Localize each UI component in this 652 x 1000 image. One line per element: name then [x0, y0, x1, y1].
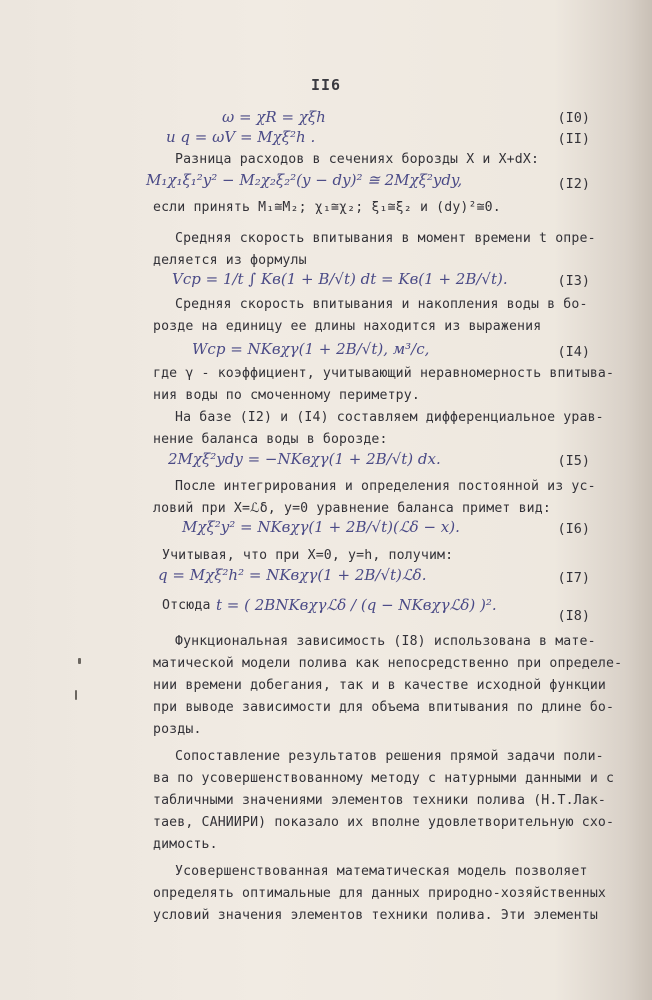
text-line: димость. [153, 837, 218, 852]
equation-12: M₁χ₁ξ₁²y² − M₂χ₂ξ₂²(y − dy)² ≅ 2Mχξ²ydy, [146, 171, 463, 189]
text-line: если принять M₁≅M₂; χ₁≅χ₂; ξ₁≅ξ₂ и (dy)²≅0. [153, 200, 501, 215]
text-line: розды. [153, 722, 202, 737]
text-line: Разница расходов в сечениях борозды X и X+dX: [175, 152, 540, 167]
equation-number-10: (I0) [557, 110, 590, 126]
equation-number-16: (I6) [557, 521, 590, 537]
equation-number-11: (II) [557, 131, 590, 147]
text-line: Усовершенствованная математическая модель позволяет [175, 864, 588, 879]
equation-10: ω = χR = χξh [222, 108, 326, 126]
text-line: нение баланса воды в борозде: [153, 432, 388, 447]
text-line: Средняя скорость впитывания в момент времени t опре- [175, 231, 596, 246]
equation-17: q = Mχξ²h² = NKвχγ(1 + 2B/√t)ℒδ. [158, 566, 427, 584]
equation-number-13: (I3) [557, 273, 590, 289]
text-line: ва по усовершенствованному методу с натурными данными и с [153, 771, 615, 786]
page-number: II6 [310, 76, 342, 94]
text-line: Средняя скорость впитывания и накопления воды в бо- [175, 297, 588, 312]
text-line: где γ - коэффициент, учитывающий неравномерность впитыва- [153, 366, 615, 381]
text-line: условий значения элементов техники полива. Эти элементы [153, 908, 598, 923]
equation-13: Vср = 1/t ∫ Kв(1 + B/√t) dt = Kв(1 + 2B/√t). [172, 270, 508, 288]
text-line: Учитывая, что при X=0, y=h, получим: [162, 548, 454, 563]
text-line: На базе (I2) и (I4) составляем дифференциальное урав- [175, 410, 604, 425]
text-line: ния воды по смоченному периметру. [153, 388, 420, 403]
text-line: Отсюда [162, 598, 211, 613]
equation-15: 2Mχξ²ydy = −NKвχγ(1 + 2B/√t) dx. [168, 450, 441, 468]
text-line: ловий при X=ℒδ, y=0 уравнение баланса примет вид: [153, 501, 551, 516]
scan-mark [78, 658, 81, 664]
scan-mark [75, 690, 77, 700]
equation-16: Mχξ²y² = NKвχγ(1 + 2B/√t)(ℒδ − x). [182, 518, 460, 536]
text-line: определять оптимальные для данных природно-хозяйственных [153, 886, 607, 901]
equation-14: Wср = NKвχγ(1 + 2B/√t), м³/с, [192, 340, 430, 358]
equation-18: t = ( 2BNKвχγℒδ / (q − NKвχγℒδ) )². [216, 596, 497, 614]
equation-number-17: (I7) [557, 570, 590, 586]
equation-number-18: (I8) [557, 608, 590, 624]
text-line: табличными значениями элементов техники полива (Н.Т.Лак- [153, 793, 607, 808]
text-line: матической модели полива как непосредственно при определе- [153, 656, 623, 671]
equation-number-14: (I4) [557, 344, 590, 360]
text-line: нии времени добегания, так и в качестве исходной функции [153, 678, 607, 693]
text-line: при выводе зависимости для объема впитывания по длине бо- [153, 700, 615, 715]
equation-11: и q = ωV = Mχξ²h . [166, 128, 316, 146]
text-line: После интегрирования и определения постоянной из ус- [175, 479, 596, 494]
equation-number-15: (I5) [557, 453, 590, 469]
equation-number-12: (I2) [557, 176, 590, 192]
text-line: деляется из формулы [153, 253, 307, 268]
text-line: таев, САНИИРИ) показало их вполне удовлетворительную схо- [153, 815, 615, 830]
text-line: Функциональная зависимость (I8) использована в мате- [175, 634, 596, 649]
text-line: Сопоставление результатов решения прямой задачи поли- [175, 749, 604, 764]
text-line: розде на единицу ее длины находится из выражения [153, 319, 542, 334]
